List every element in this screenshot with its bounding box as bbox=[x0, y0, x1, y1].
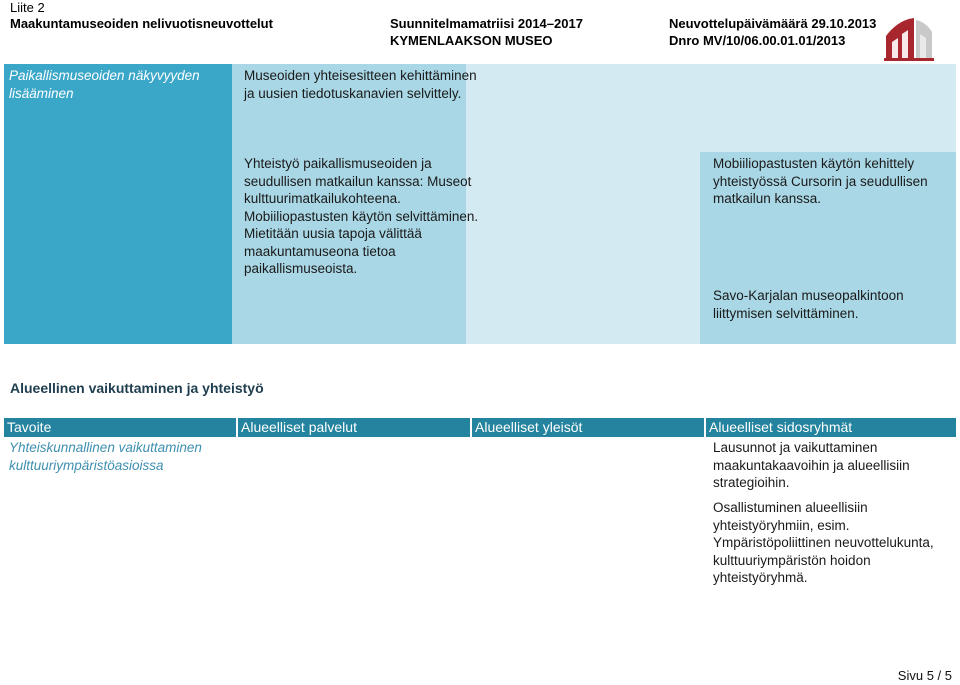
text-line: ja uusien tiedotuskanavien selvittely. bbox=[244, 85, 462, 101]
stakeholders-cell-row1 bbox=[700, 64, 956, 152]
record-number: Dnro MV/10/06.00.01.01/2013 bbox=[669, 33, 846, 48]
column-header-services: Alueelliset palvelut bbox=[238, 418, 470, 437]
museum-logo bbox=[878, 14, 940, 62]
text-line: yhteistyössä Cursorin ja seudullisen bbox=[713, 173, 928, 189]
text-line: yhteistyöryhmä. bbox=[713, 570, 808, 585]
column-header-goal: Tavoite bbox=[4, 418, 236, 437]
stakeholders-row2-text-b bbox=[713, 287, 904, 322]
text-line: kulttuuriympäristön hoidon bbox=[713, 552, 871, 568]
text-line: Lausunnot ja vaikuttaminen bbox=[713, 440, 878, 455]
section-stakeholders-text-a bbox=[713, 439, 910, 492]
text-line: Osallistuminen alueellisiin bbox=[713, 500, 868, 515]
column-header-audiences: Alueelliset yleisöt bbox=[472, 418, 704, 437]
goal-line: lisääminen bbox=[9, 85, 74, 101]
text-line: Museoiden yhteisesitteen kehittäminen bbox=[244, 68, 477, 83]
text-line: Mietitään uusia tapoja välittää bbox=[244, 226, 422, 241]
organization-title: Maakuntamuseoiden nelivuotisneuvottelut bbox=[10, 16, 273, 31]
text-line: matkailun kanssa. bbox=[713, 191, 822, 206]
text-line: maakuntakaavoihin ja alueellisiin bbox=[713, 457, 910, 473]
text-line: Mobiiliopastusten käytön selvittäminen. bbox=[244, 208, 479, 224]
column-header-stakeholders: Alueelliset sidosryhmät bbox=[706, 418, 956, 437]
goal-text bbox=[9, 67, 200, 102]
section-goal-text bbox=[9, 439, 202, 474]
text-line: seudullisen matkailun kanssa: Museot bbox=[244, 173, 472, 189]
text-line: Ympäristöpoliittinen neuvottelukunta, bbox=[713, 535, 934, 550]
text-line: Savo-Karjalan museopalkintoon bbox=[713, 288, 904, 303]
section-title: Alueellinen vaikuttaminen ja yhteistyö bbox=[10, 380, 264, 396]
audiences-cell-row1 bbox=[466, 64, 700, 152]
text-line: kulttuuriympäristöasioissa bbox=[9, 457, 164, 473]
attachment-label: Liite 2 bbox=[10, 0, 45, 15]
section-stakeholders-text-b bbox=[713, 499, 934, 587]
goal-line: Paikallismuseoiden näkyvyyden bbox=[9, 68, 200, 83]
text-line: Yhteiskunnallinen vaikuttaminen bbox=[9, 440, 202, 455]
text-line: Yhteistyö paikallismuseoiden ja bbox=[244, 156, 432, 171]
negotiation-date: Neuvottelupäivämäärä 29.10.2013 bbox=[669, 16, 877, 31]
museum-name: KYMENLAAKSON MUSEO bbox=[390, 33, 553, 48]
text-line: liittymisen selvittäminen. bbox=[713, 305, 859, 321]
services-row1-text bbox=[244, 67, 477, 102]
matrix-title: Suunnitelmamatriisi 2014–2017 bbox=[390, 16, 583, 31]
audiences-cell-row2 bbox=[466, 152, 700, 344]
text-line: strategioihin. bbox=[713, 475, 790, 490]
services-row2-text bbox=[244, 155, 478, 278]
text-line: maakuntamuseona tietoa bbox=[244, 243, 396, 259]
stakeholders-row2-text-a bbox=[713, 155, 928, 208]
text-line: yhteistyöryhmiin, esim. bbox=[713, 517, 850, 533]
text-line: paikallismuseoista. bbox=[244, 261, 358, 276]
goal-cell bbox=[4, 64, 232, 344]
text-line: kulttuurimatkailukohteena. bbox=[244, 191, 401, 206]
page-number: Sivu 5 / 5 bbox=[897, 668, 952, 683]
text-line: Mobiiliopastusten käytön kehittely bbox=[713, 156, 915, 171]
